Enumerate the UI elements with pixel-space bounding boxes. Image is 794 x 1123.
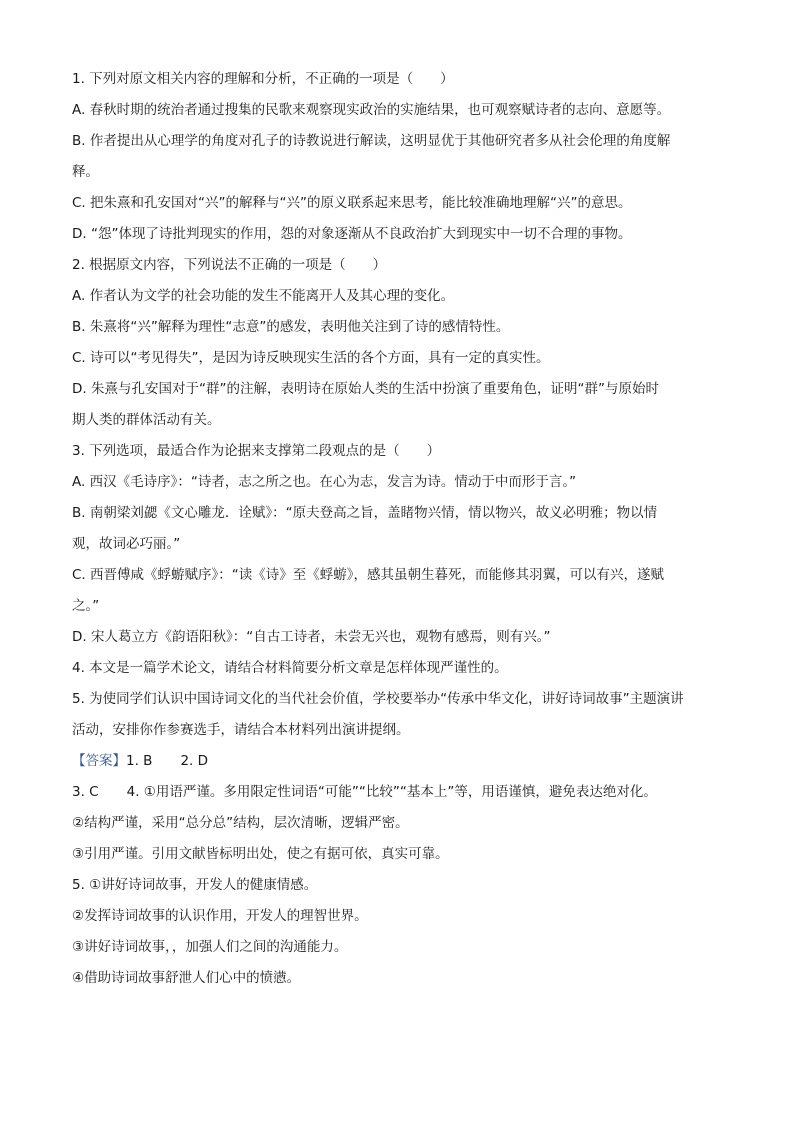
question-1-option-b: B. 作者提出从心理学的角度对孔子的诗教说进行解读，这明显优于其他研究者多从社会伦理的角度解 — [72, 133, 671, 149]
question-2-option-a: A. 作者认为文学的社会功能的发生不能离开人及其心理的变化。 — [72, 288, 455, 304]
question-2-option-b: B. 朱熹将“兴”解释为理性“志意”的感发，表明他关注到了诗的感情特性。 — [72, 319, 510, 335]
answer-4-point-1: 4. ①用语严谨。多用限定性词语“可能”“比较”“基本上”等，用语谨慎，避免表达绝对化。 — [126, 784, 657, 800]
answer-4-point-3: ③引用严谨。引用文献皆标明出处，使之有据可依，真实可靠。 — [72, 846, 449, 862]
answer-5-point-4: ④借助诗词故事舒泄人们心中的愤懑。 — [72, 970, 301, 986]
question-4: 4. 本文是一篇学术论文，请结合材料简要分析文章是怎样体现严谨性的。 — [72, 660, 508, 676]
question-5-continued: 活动，安排你作参赛选手，请结合本材料列出演讲提纲。 — [72, 722, 410, 738]
question-1-option-a: A. 春秋时期的统治者通过搜集的民歌来观察现实政治的实施结果，也可观察赋诗者的志向、意愿等。 — [72, 102, 671, 118]
answer-4-point-2: ②结构严谨，采用“总分总”结构，层次清晰，逻辑严密。 — [72, 815, 409, 831]
answer-5-point-3: ③讲好诗词故事，，加强人们之间的沟通能力。 — [72, 939, 348, 955]
question-2-stem: 2. 根据原文内容，下列说法不正确的一项是（ ） — [72, 257, 387, 273]
question-3-stem: 3. 下列选项，最适合作为论据来支撑第二段观点的是（ ） — [72, 443, 441, 459]
answer-5-point-2: ②发挥诗词故事的认识作用，开发人的理智世界。 — [72, 908, 368, 924]
question-1-stem: 1. 下列对原文相关内容的理解和分析，不正确的一项是（ ） — [72, 71, 454, 87]
answer-5-point-1: 5. ①讲好诗词故事，开发人的健康情感。 — [72, 877, 318, 893]
question-3-option-c: C. 西晋傅咸《蜉蝣赋序》：“读《诗》至《蜉蝣》，感其虽朝生暮死，而能修其羽翼，可以有兴，遂赋 — [72, 567, 665, 583]
answer-3-4-line — [72, 777, 732, 808]
question-1-option-c: C. 把朱熹和孔安国对“兴”的解释与“兴”的原义联系起来思考，能比较准确地理解“兴”的意思。 — [72, 195, 632, 211]
answer-1: 1. B — [126, 753, 153, 769]
question-1-option-d: D. “怨”体现了诗批判现实的作用，怨的对象逐渐从不良政治扩大到现实中一切不合理的事物。 — [72, 226, 632, 242]
question-5: 5. 为使同学们认识中国诗词文化的当代社会价值，学校要举办“传承中华文化，讲好诗词故事”主题演讲 — [72, 691, 684, 707]
question-3-option-d: D. 宋人葛立方《韵语阳秋》：“自古工诗者，未尝无兴也，观物有感焉，则有兴。” — [72, 629, 551, 645]
question-2-option-c: C. 诗可以“考见得失”，是因为诗反映现实生活的各个方面，具有一定的真实性。 — [72, 350, 550, 366]
document-content — [72, 64, 732, 994]
answer-label: 【答案】 — [72, 753, 126, 769]
question-3-option-b-continued: 观，故词必巧丽。” — [72, 536, 181, 552]
answer-2: 2. D — [180, 753, 209, 769]
answer-3: 3. C — [72, 784, 99, 800]
question-3-option-a: A. 西汉《毛诗序》：“诗者，志之所之也。在心为志，发言为诗。情动于中而形于言。” — [72, 474, 577, 490]
question-1-option-b-continued: 释。 — [72, 164, 99, 180]
question-2-option-d: D. 朱熹与孔安国对于“群”的注解，表明诗在原始人类的生活中扮演了重要角色，证明“群”与原始时 — [72, 381, 659, 397]
question-3-option-c-continued: 之。” — [72, 598, 100, 614]
question-3-option-b: B. 南朝梁刘勰《文心雕龙．诠赋》：“原夫登高之旨，盖睹物兴情，情以物兴，故义必明雅；物以情 — [72, 505, 658, 521]
question-2-option-d-continued: 期人类的群体活动有关。 — [72, 412, 221, 428]
answer-header-line — [72, 746, 732, 777]
